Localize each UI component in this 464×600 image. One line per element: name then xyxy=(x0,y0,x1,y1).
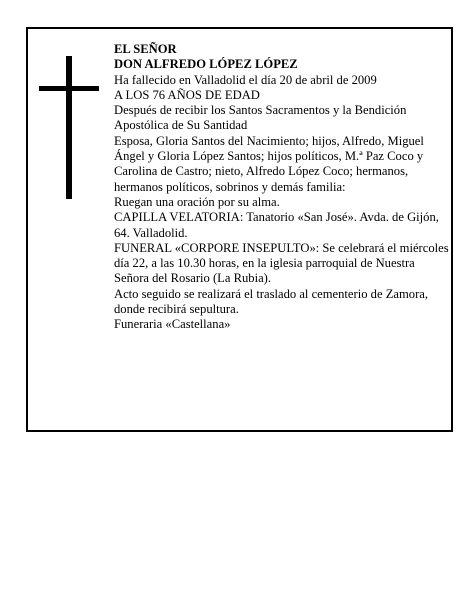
cross-icon xyxy=(39,56,99,199)
funeral-info: FUNERAL «CORPORE INSEPULTO»: Se celebrará el miércoles día 22, a las 10.30 horas, en la iglesia parroquial de Nuestra Señora del Rosario (La Rubia). xyxy=(114,240,449,286)
age-line: A LOS 76 AÑOS DE EDAD xyxy=(114,87,260,102)
chapel-info: CAPILLA VELATORIA: Tanatorio «San José». Avda. de Gijón, 64. Valladolid. xyxy=(114,210,439,240)
family-list: Esposa, Gloria Santos del Nacimiento; hijos, Alfredo, Miguel Ángel y Gloria López Santos; hijos políticos, M.ª Paz Coco y Carolina de Castro; nieto, Alfredo López Coco; hermanos, hermanos políticos, sobrinos y demás familia: xyxy=(114,133,424,194)
cross-horizontal-bar xyxy=(39,86,99,91)
notice-text xyxy=(114,42,450,333)
deceased-name: DON ALFREDO LÓPEZ LÓPEZ xyxy=(114,57,298,72)
transfer-info: Acto seguido se realizará el traslado al cementerio de Zamora, donde recibirá sepultura. xyxy=(114,286,428,317)
prayer-request: Ruegan una oración por su alma. xyxy=(114,194,280,209)
cross-vertical-bar xyxy=(66,56,72,199)
obituary-notice xyxy=(26,27,453,432)
funeral-home: Funeraria «Castellana» xyxy=(114,317,231,332)
death-info: Ha fallecido en Valladolid el día 20 de abril de 2009 xyxy=(114,72,377,87)
sacraments-line: Después de recibir los Santos Sacramentos y la Bendición Apostólica de Su Santidad xyxy=(114,103,407,133)
notice-heading: EL SEÑOR xyxy=(114,42,177,56)
